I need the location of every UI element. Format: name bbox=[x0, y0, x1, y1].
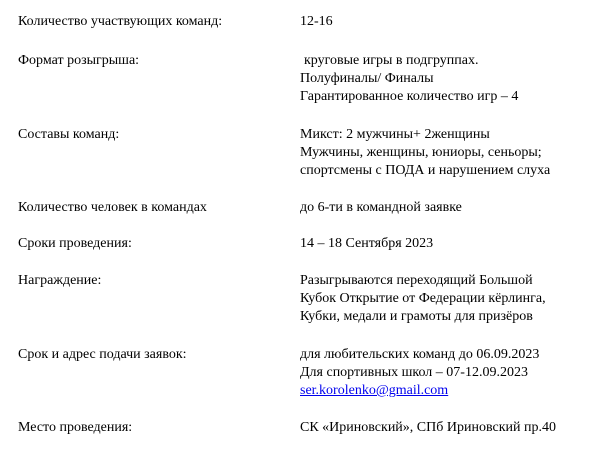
team-composition-label: Составы команд: bbox=[18, 127, 120, 142]
venue-label: Место проведения: bbox=[18, 420, 133, 435]
awards-line-2: Кубок Открытие от Федерации кёрлинга, bbox=[300, 291, 546, 306]
awards-label: Награждение: bbox=[18, 273, 102, 288]
awards-line-1: Разыгрываются переходящий Большой bbox=[300, 273, 533, 288]
dates-value-line: 14 – 18 Сентября 2023 bbox=[300, 236, 434, 251]
team-count-value bbox=[300, 13, 600, 31]
application-label: Срок и адрес подачи заявок: bbox=[18, 347, 187, 362]
tournament-format-line-1: круговые игры в подгруппах. bbox=[304, 53, 479, 68]
tournament-format-line-3: Гарантированное количество игр – 4 bbox=[300, 89, 519, 104]
awards-value bbox=[300, 272, 600, 326]
team-size-value-line: до 6-ти в командной заявке bbox=[300, 200, 462, 215]
team-composition-line-1: Микст: 2 мужчины+ 2женщины bbox=[300, 127, 490, 142]
venue-value bbox=[300, 419, 600, 437]
team-size-label: Количество человек в командах bbox=[18, 200, 207, 215]
application-value bbox=[300, 346, 600, 400]
venue-value-line: СК «Ириновский», СПб Ириновский пр.40 bbox=[300, 420, 556, 435]
team-composition-value bbox=[300, 126, 600, 180]
team-composition-line-2: Мужчины, женщины, юниоры, сеньоры; bbox=[300, 145, 542, 160]
team-size-value bbox=[300, 199, 600, 217]
application-line-2: Для спортивных школ – 07-12.09.2023 bbox=[300, 365, 528, 380]
awards-line-3: Кубки, медали и грамоты для призёров bbox=[300, 309, 533, 324]
team-composition-line-3: спортсмены с ПОДА и нарушением слуха bbox=[300, 163, 551, 178]
application-line-1: для любительских команд до 06.09.2023 bbox=[300, 347, 540, 362]
tournament-format-label: Формат розыгрыша: bbox=[18, 53, 140, 68]
application-email-line bbox=[300, 382, 600, 400]
application-email-link[interactable]: ser.korolenko@gmail.com bbox=[300, 383, 449, 398]
tournament-format-value bbox=[300, 52, 600, 106]
team-count-value-line: 12-16 bbox=[300, 14, 333, 29]
dates-value bbox=[300, 235, 600, 253]
tournament-format-line-2: Полуфиналы/ Финалы bbox=[300, 71, 434, 86]
dates-label: Сроки проведения: bbox=[18, 236, 132, 251]
team-count-label: Количество участвующих команд: bbox=[18, 14, 223, 29]
